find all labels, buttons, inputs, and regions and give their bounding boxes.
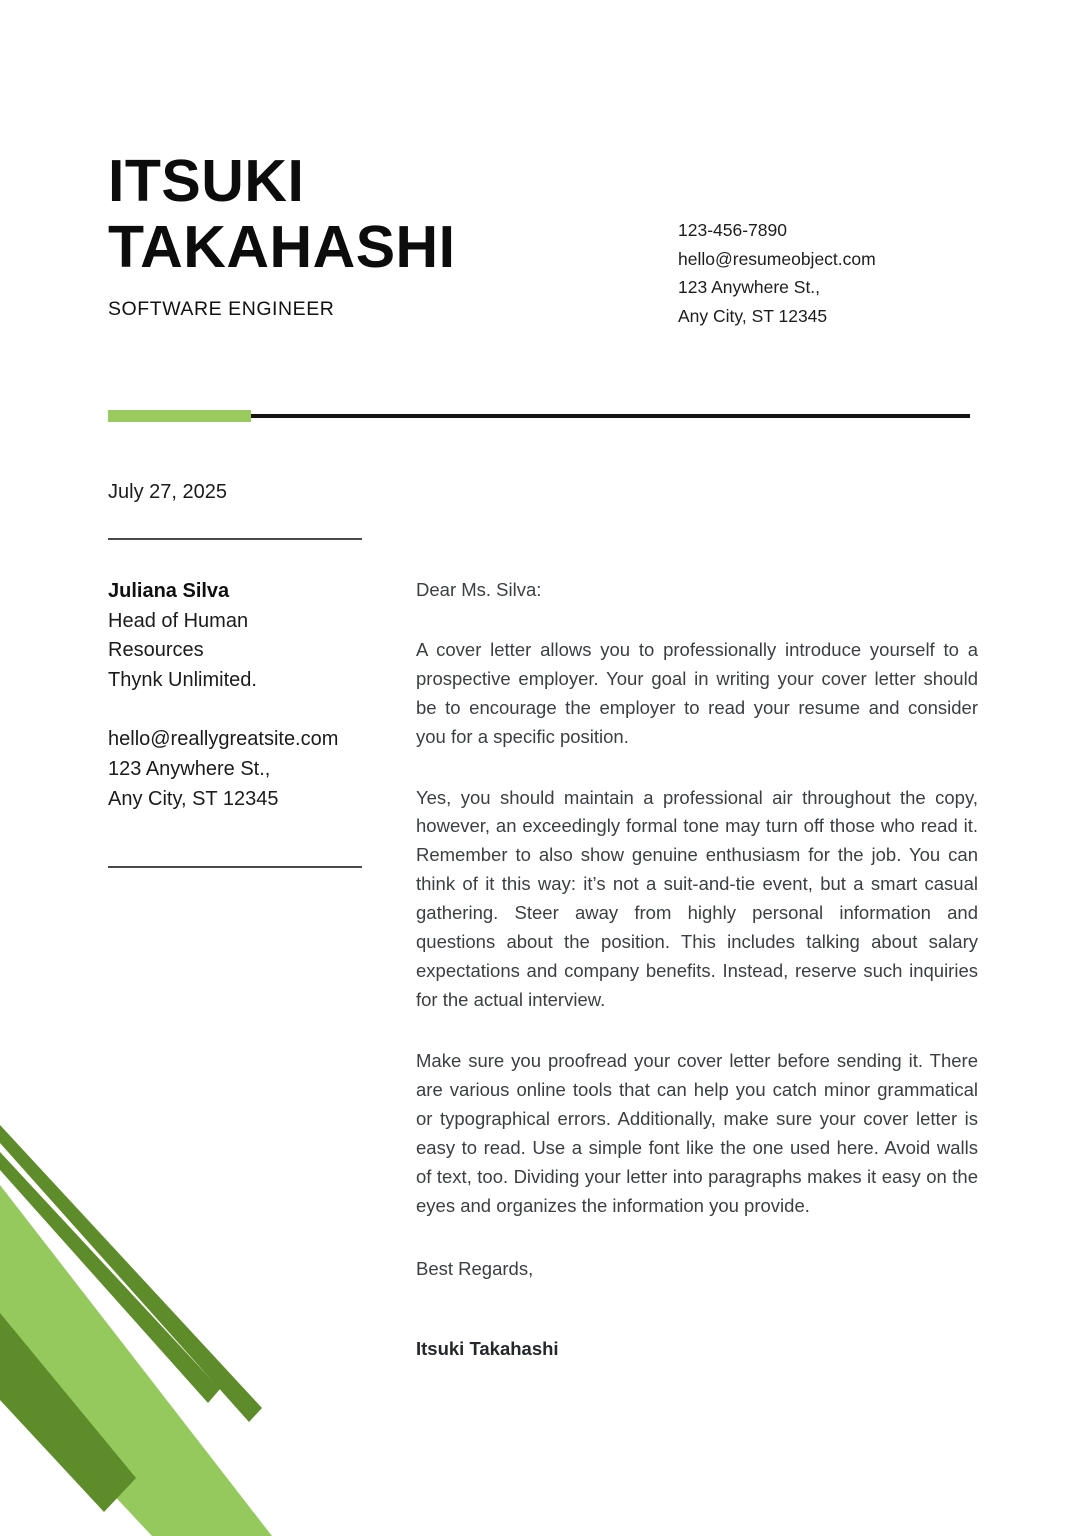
divider-black-line	[251, 414, 970, 418]
letter-paragraph-2: Yes, you should maintain a professional air throughout the copy, however, an exceedingly formal tone may turn off those who read it. Remember to also show genuine enthusiasm for the job. You can think of it this way: it’s not a suit-and-tie event, but a smart casual gathering. Steer away from highly personal information and questions about the position. This includes talking about salary expectations and company benefits. Instead, reserve such inquiries for the actual interview.	[416, 786, 978, 1011]
sender-address-line-2: Any City, ST 12345	[678, 305, 828, 326]
recipient-address-line-1: 123 Anywhere St.,	[108, 757, 271, 780]
sender-name-line-2: TAKAHASHI	[108, 214, 456, 281]
sender-name-line-1: ITSUKI	[108, 148, 305, 214]
divider-green-accent	[108, 410, 251, 422]
letter-salutation: Dear Ms. Silva:	[416, 579, 542, 600]
recipient-address-line-2: Any City, ST 12345	[108, 787, 279, 810]
header-divider	[108, 408, 970, 424]
letter-paragraph-3: Make sure you proofread your cover letter before sending it. There are various online tools that can help you catch minor grammatical or typographical errors. Additionally, make sure your cover letter is easy to read. Use a simple font like the one used here. Avoid walls of text, too. Dividing your letter into paragraphs makes it easy on the eyes and organizes the information you provide.	[416, 1050, 978, 1216]
dark-green-band	[0, 1313, 136, 1512]
dark-green-thin-line-outer	[0, 1125, 262, 1422]
sender-address-line-1: 123 Anywhere St.,	[678, 277, 821, 298]
letter-paragraph-1: A cover letter allows you to professionally introduce yourself to a prospective employer. Your goal in writing your cover letter should be to encourage the employer to read your resume and consider you for a specific position.	[416, 638, 978, 747]
recipient-title-line-1: Head of Human	[108, 609, 249, 632]
sender-name-block	[108, 148, 628, 321]
sender-email: hello@resumeobject.com	[678, 248, 876, 269]
letter-date: July 27, 2025	[108, 481, 227, 503]
recipient-email: hello@reallygreatsite.com	[108, 728, 339, 751]
letter-body	[416, 576, 978, 1363]
recipient-name: Juliana Silva	[108, 580, 230, 602]
recipient-block	[108, 577, 364, 814]
dark-green-thin-line-inner	[0, 1152, 220, 1403]
left-column-rule-top	[108, 538, 362, 540]
light-green-band	[0, 1185, 272, 1536]
left-column	[108, 478, 364, 868]
recipient-spacer	[108, 695, 364, 725]
recipient-title-line-2: Resources	[108, 639, 204, 662]
letter-signature: Itsuki Takahashi	[416, 1338, 559, 1360]
sender-contact-block	[678, 216, 1008, 330]
sender-phone: 123-456-7890	[678, 220, 787, 240]
recipient-company: Thynk Unlimited.	[108, 668, 257, 691]
letter-closing: Best Regards,	[416, 1257, 534, 1279]
sender-job-title: SOFTWARE ENGINEER	[108, 298, 335, 321]
left-column-rule-bottom	[108, 866, 362, 868]
